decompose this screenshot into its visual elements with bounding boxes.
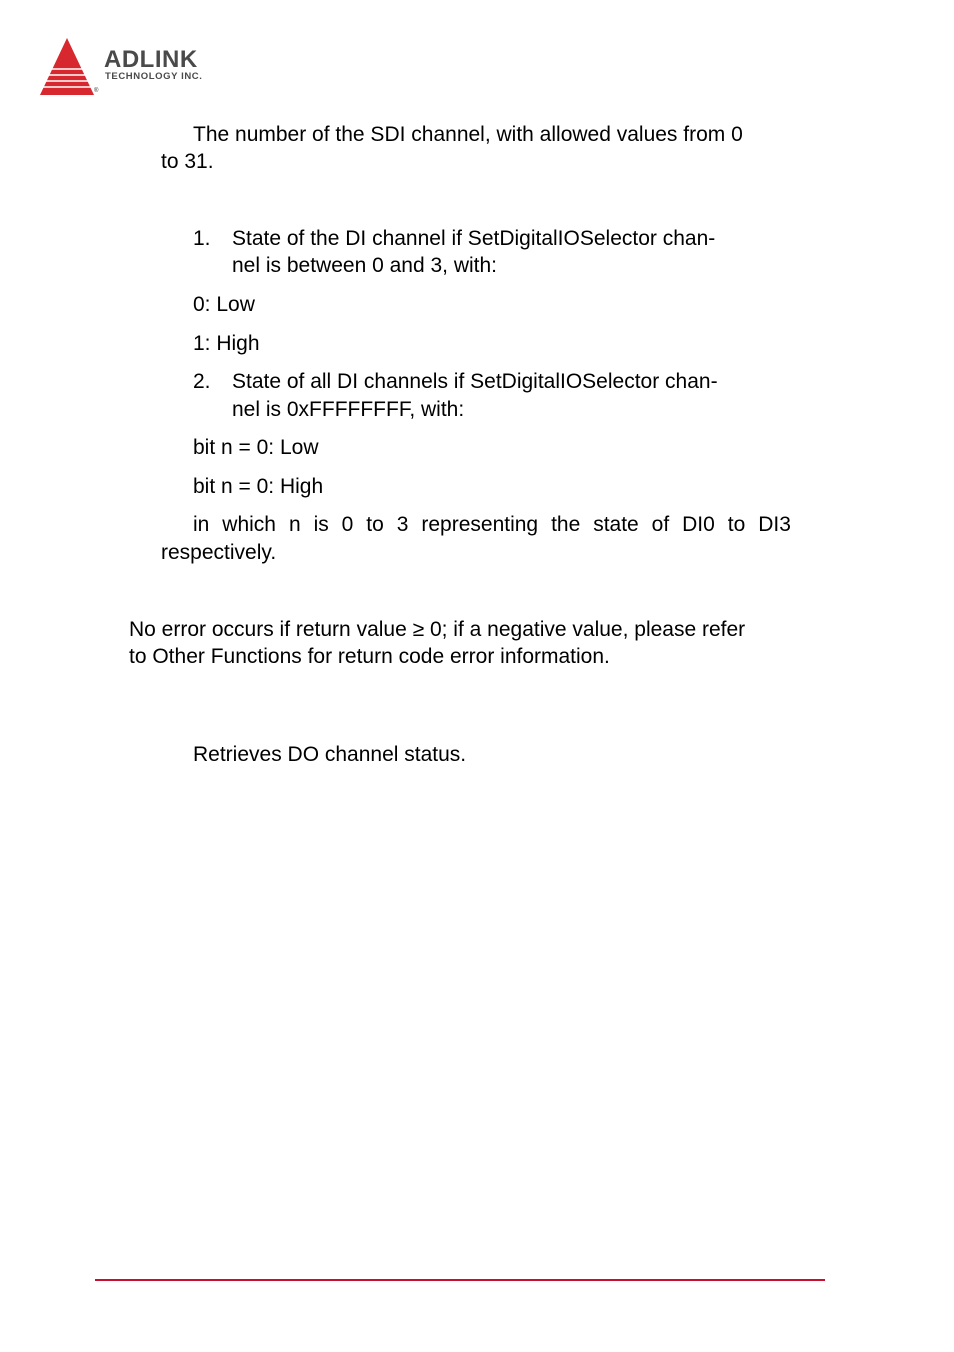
return-value-line1: No error occurs if return value ≥ 0; if a negative value, please refer [129, 618, 746, 641]
list-item-2-line2: nel is 0xFFFFFFFF, with: [232, 398, 465, 421]
bits-word: DI0 [682, 513, 715, 536]
bits-word: representing [421, 513, 539, 536]
bits-word: of [651, 513, 670, 536]
bits-word: 0 [341, 513, 354, 536]
bits-word: which [222, 513, 276, 536]
bits-explanation-line2: respectively. [161, 541, 277, 564]
adlink-logo [38, 36, 238, 100]
bits-word: 3 [396, 513, 409, 536]
list-item-2-number: 2. [193, 370, 211, 393]
bit-state-high: bit n = 0: High [193, 475, 324, 498]
list-item-1-line1: State of the DI channel if SetDigitalIOSelector chan- [232, 227, 716, 250]
footer-rule [95, 1279, 825, 1281]
adlink-triangle-icon [38, 36, 98, 98]
sdi-channel-desc-line1: The number of the SDI channel, with allowed values from 0 [193, 123, 743, 146]
function-description: Retrieves DO channel status. [193, 743, 467, 766]
registered-mark: ® [94, 88, 99, 94]
bits-word: state [593, 513, 639, 536]
bit-state-low: bit n = 0: Low [193, 436, 319, 459]
sdi-channel-desc-line2: to 31. [161, 150, 214, 173]
bits-word: to [727, 513, 746, 536]
bits-word: to [366, 513, 384, 536]
return-value-line2: to Other Functions for return code error information. [129, 645, 610, 668]
di-state-high: 1: High [193, 332, 260, 355]
list-item-1-number: 1. [193, 227, 211, 250]
bits-word: the [551, 513, 581, 536]
list-item-1-line2: nel is between 0 and 3, with: [232, 254, 498, 277]
bits-explanation-line1 [193, 511, 791, 539]
brand-name: ADLINK [104, 46, 198, 73]
bits-word: is [313, 513, 329, 536]
bits-word: in [193, 513, 210, 536]
bits-word: DI3 [758, 513, 791, 536]
brand-tagline: TECHNOLOGY INC. [105, 71, 203, 82]
list-item-2-line1: State of all DI channels if SetDigitalIOSelector chan- [232, 370, 718, 393]
bits-word: n [288, 513, 301, 536]
di-state-low: 0: Low [193, 293, 255, 316]
